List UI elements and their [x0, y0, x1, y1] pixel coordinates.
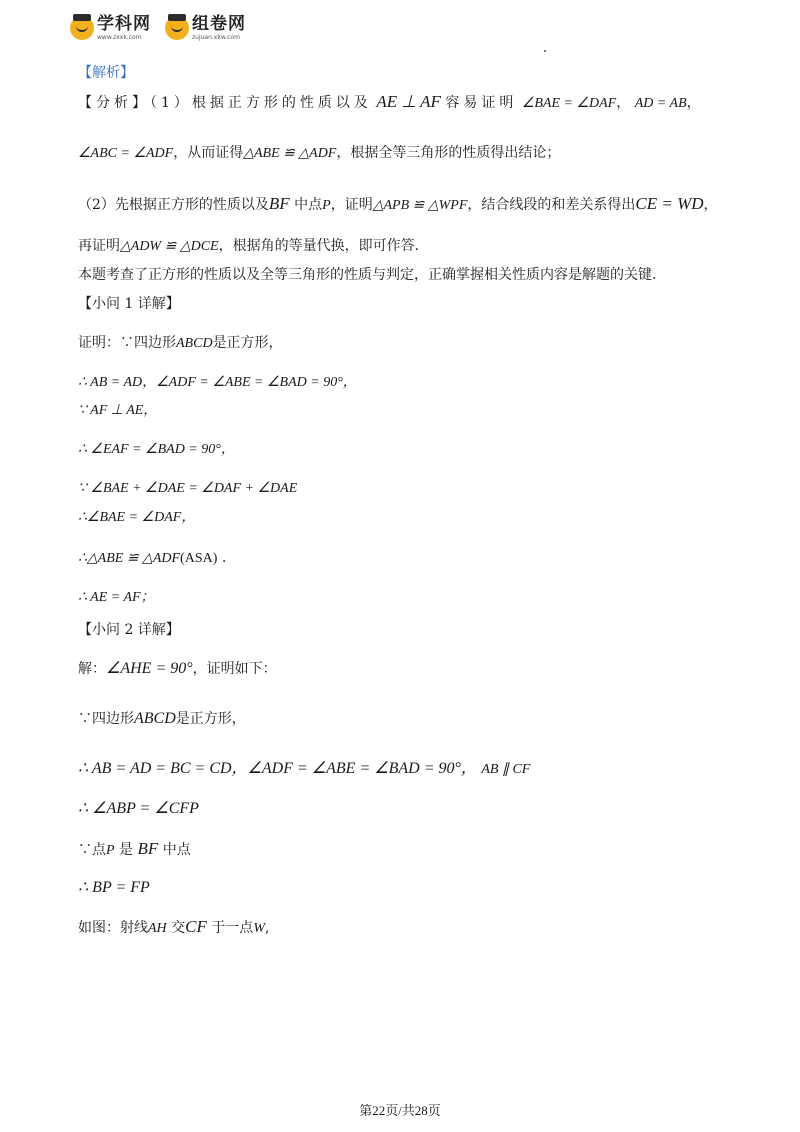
page-number: 第22页/共28页	[359, 1103, 441, 1118]
analysis-line-4: 再证明△ADW ≌ △DCE，根据角的等量代换，即可作答.	[78, 238, 420, 254]
q1-step-2: ∴ AB = AD，∠ADF = ∠ABE = ∠BAD = 90°，	[78, 375, 357, 390]
q2-step-6: ∴ BP = FP	[78, 879, 150, 896]
analysis-title: 【解析】	[78, 65, 134, 81]
xuekewang-logo	[70, 13, 151, 41]
q1-step-4: ∴ ∠EAF = ∠BAD = 90°，	[78, 442, 235, 457]
analysis-line-1: 【分析】（1）根据正方形的性质以及 AE ⊥ AF 容易证明 ∠BAE = ∠DAF， AD = AB，	[78, 92, 701, 111]
q1-step-3: ∵ AF ⊥ AE，	[78, 403, 158, 418]
q1-step-7: ∴△ABE ≌ △ADF(ASA) .	[78, 550, 227, 566]
q1-step-8: ∴ AE = AF；	[78, 590, 155, 605]
q2-step-1: 解：∠AHE = 90°，证明如下：	[78, 660, 277, 677]
analysis-line-3: （2）先根据正方形的性质以及BF 中点P，证明△APB ≌ △WPF，结合线段的和差关系得出CE = WD，	[78, 194, 718, 213]
logo-name: 组卷网	[192, 13, 246, 34]
stray-dot	[544, 50, 546, 52]
graduate-cap-icon	[70, 16, 94, 40]
q1-step-6: ∴∠BAE = ∠DAF，	[78, 510, 196, 525]
q2-step-5: ∵点P 是 BF 中点	[78, 839, 191, 858]
q2-step-2: ∵四边形ABCD是正方形，	[78, 710, 246, 727]
q1-step-5: ∵ ∠BAE + ∠DAE = ∠DAF + ∠DAE	[78, 481, 298, 496]
analysis-line-5: 本题考查了正方形的性质以及全等三角形的性质与判定，正确掌握相关性质内容是解题的关键.	[78, 267, 657, 283]
q2-step-3: ∴ AB = AD = BC = CD，∠ADF = ∠ABE = ∠BAD = 90°， AB ∥ CF	[78, 760, 531, 777]
analysis-line-2: ∠ABC = ∠ADF，从而证得△ABE ≌ △ADF，根据全等三角形的性质得出结论；	[78, 145, 561, 161]
q2-step-7: 如图：射线AH 交CF 于一点W,	[78, 917, 270, 936]
logo-name: 学科网	[97, 13, 151, 34]
graduate-cap-icon	[165, 16, 189, 40]
q1-title: 【小问 1 详解】	[78, 296, 180, 312]
q1-step-1: 证明：∵四边形ABCD是正方形，	[78, 335, 283, 351]
logo-url: www.zxxk.com	[97, 33, 142, 41]
logo-url: zujuan.xkw.com	[192, 33, 240, 41]
header-logos	[70, 12, 260, 44]
q2-step-4: ∴ ∠ABP = ∠CFP	[78, 800, 199, 817]
zujuanwang-logo	[165, 13, 246, 41]
q2-title: 【小问 2 详解】	[78, 622, 180, 638]
